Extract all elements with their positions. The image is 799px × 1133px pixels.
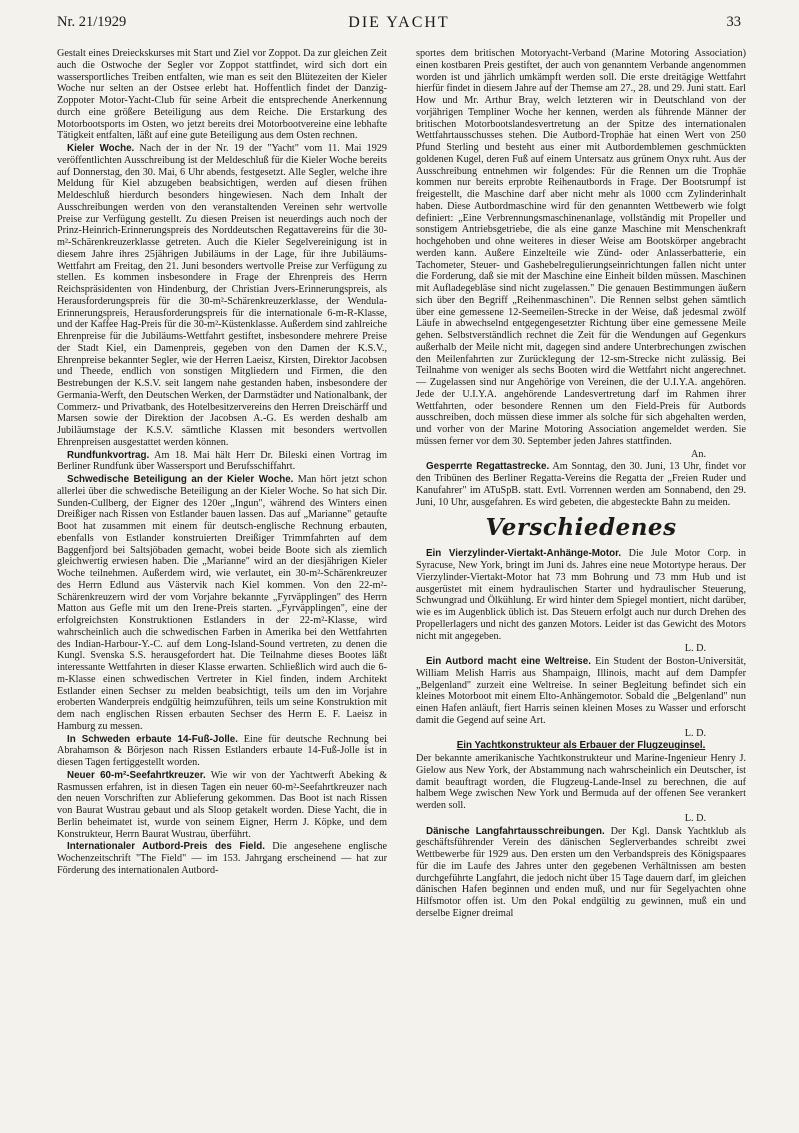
kieler-woche-text: Nach der in der Nr. 19 der "Yacht" vom 11. Mai 1929 veröffentlichten Ausschreibung ist der Meldeschluß für die Kieler Woche bereits auf Donnerstag, den 30. Mai, 6 Uhr abends, festgesetzt. Alle Segler, welche ihre Meldung für Kiel abzugeben beabsichtigen, werden auf diesen frühen Meldeschluß hierdurch besonders hingewiesen. Nach dem Inhalt der Ausschreibungen werden von den veranstaltenden Vereinen sehr wertvolle Preise zur Verfügung gestellt. Zu diesen Preisen ist neuerdings auch noch der Prinz-Heinrich-Erinnerungspreis des Norddeutschen Regattavereins für die 30-m²-Schärenkreuzerklasse getreten. Auch die Kieler Segelvereinigung ist in diesem Jahre ihres 25jährigen Jubiläums in der Lage, für ihre Jubiläums-Wettfahrt am Freitag, den 21. Juni besonders wertvolle Preise zur Verfügung zu stellen. Es kommen insbesondere in Frage der Ehrenpreis des Herrn Reichspräsidenten von Hindenburg, der Christian Jvers-Erinnerungspreis, als Herausforderungspreis für die 30-m²-Schärenkreuzerklasse, der Wendula-Erinnerungspreis, Herausforderungspreis für die internationale 6-m-R-Klasse, und der Kaffee Hag-Preis für die 30-m²-Küstenklasse. Außerdem sind zahlreiche Ehrenpreise für die Jubiläums-Wettfahrt gestiftet, insbesondere mehrere Preise der Stadt Kiel, ein Damenpreis, gegeben von den Damen der K.S.V., Ehrenpreise bekannter Segler, wie der Herren Laeisz, Kirsten, Direktor Jacobsen und Theede, endlich von sonstigen Mitgliedern und Firmen, die den Bestrebungen der K.S.V. seit langem nahe gestanden haben, insbesondere der Germania-Werft, den Deutschen Werken, der Darmstädter und Nationalbank, der Commerz- und Privatbank, des Hotelbesitzervereins den Herren Dreischärff und Marsen sowie der Direktion der Jacobsen A.-G. Es werden deshalb am Jubiläumstage der K.S.V. sämtliche Klassen mit besonders wertvollen Ehrenpreisen ausgestattet werden können.	[57, 143, 387, 448]
right-column	[416, 48, 746, 921]
rundfunk-text: Am 18. Mai hält Herr Dr. Bileski einen Vortrag im Berliner Rundfunk über Wassersport und Berufsschiffahrt.	[57, 449, 387, 473]
yachtkonstrukteur-heading: Ein Yachtkonstrukteur als Erbauer der Flugzeuginsel.	[456, 740, 706, 752]
rundfunk-heading: Rundfunkvortrag.	[67, 449, 150, 461]
motor-heading: Ein Vierzylinder-Viertakt-Anhänge-Motor.	[426, 548, 622, 560]
seefahrtkreuzer-article	[57, 770, 387, 841]
magazine-title: DIE YACHT	[348, 14, 450, 31]
rundfunk-article	[57, 450, 387, 474]
jolle-article	[57, 734, 387, 769]
author-signature: An.	[691, 448, 706, 460]
kieler-woche-heading: Kieler Woche.	[67, 143, 135, 154]
langfahrt-text: Der Kgl. Dansk Yachtklub als geschäftsführender Verein des dänischen Seglerverbandes schreibt zwei Wettbewerbe für 1929 aus. Den ersten um den Verbandspreis des Königspaares für die im Laufe des Jahres unter den gegebenen Verhältnissen am besten durchgeführte Langfahrt, die jedoch nicht über 15 Tage dauern darf, im gleichen dänischen Hafen beginnen und enden muß, und nur für Segelyachten ohne Hilfsmotor offen ist. Um den Pokal endgültig zu gewinnen, muß ein und derselbe Eigner dreimal	[416, 825, 747, 919]
motor-article	[416, 548, 746, 642]
autbord-preis-article	[57, 841, 387, 876]
schwedische-article	[57, 474, 387, 733]
issue-number: Nr. 21/1929	[57, 14, 127, 30]
author-signature: L. D.	[684, 727, 706, 739]
autbord-continuation: sportes dem britischen Motoryacht-Verband (Marine Motoring Association) einen kostbaren Preis gestiftet, der auch von genanntem Verbande angenommen worden ist und jährlich umkämpft werden soll. Die erste dreitägige Wettfahrt hierfür findet in diesem Jahre auf der Themse am 27., 28. und 29. Juni statt. Earl How und Mr. Arthur Bray, welch letzteren wir in Deutschland von der vorjährigen Templiner Woche her kennen, werden als führende Männer der britischen Motorbootslandesvertretung an der Spitze des internationalen Wettfahrtausschusses stehen. Die Autbord-Trophäe hat einen Wert von 250 Pfund Sterling und besteht aus einer mit Autbordemblemen geschmückten goldenen Kugel, deren Fuß auf einem Untersatz aus grünem Onyx ruht. Aus der Ausschreibung entnehmen wir folgendes: Für die Rennen um die Trophäe kommen nur bereits erprobte Reihenautbords in Frage. Der Bootsrumpf ist freigestellt, die Maschine darf aber nicht mehr als 1000 ccm Zylinderinhalt haben. Diese Autbordmaschine wird für den genannten Wettbewerb wie folgt definiert: „Eine Verbrennungsmaschinenanlage, vollständig mit Propeller und sonstigem Antriebsgetriebe, die als eine ganze Maschine mit Menschenkraft hochgehoben und ohne weiteres in dieser Weise am Bootskörper angebracht werden kann. Außere Einzelteile wie Zünd- oder Anlasserbatterie, ein Tachometer, Steuer- und Gashebelregulierungseinrichtungen fallen nicht unter die Forderung, daß sie mit der Maschine eine Einheit bilden müssen. Maschinen mit Aufladegebläse sind nicht zugelassen." Die genauen Bestimmungen äußern sich über den Begriff „Reihenmaschinen". Die Rennen selbst gehen sämtlich über eine gemessene 12-Seemeilen-Strecke in der Weise, daß jedesmal zwölf Läufe in abwechselnd entgegengesetzter Richtung über eine gemessene Meile gehen. Selbstverständlich rechnet die Zeit für die Wendungen auf Gegenkurs außerhalb der Meile nicht mit, dagegen sind andere Unterbrechungen zwischen den Meilenfahrten zur Zurücklegung der 12-sm-Strecke nicht zulässig. Bei Teilnahme von weniger als sechs Booten wird die Wettfahrt nicht angerechnet. — Zugelassen sind nur Angehörige von Vereinen, die der U.I.Y.A. angehören. Jede der U.I.Y.A. angehörende Landesvertretung darf im Rahmen ihrer Wettfahrten, oder besondere Rennen um den Field-Preis für Autbords ausschreiben, doch müssen diese immer als solche für sich abgehalten werden, und vorher von der Marine Motoring Association angemeldet werden. Sie müssen ferner vor dem 30. September jeden Jahres stattfinden.	[416, 48, 746, 447]
schwedische-heading: Schwedische Beteiligung an der Kieler Woche.	[67, 474, 294, 485]
seefahrtkreuzer-text: Wie wir von der Yachtwerft Abeking & Rasmussen erfahren, ist in diesen Tagen ein neuer 60-m²-Seefahrtkreuzer nach den neuen Vorschriften zur Ablieferung gekommen. Das Boot ist nach Rissen von Baurat Wustrau gebaut und als Sloop getakelt worden. Diese Yacht, die in Berlin beheimatet ist, wurde von seinem Eigner, Herrn J. Köpke, und dem Konstrukteur, Herrn Baurat Wustrau, überführt.	[57, 769, 388, 840]
autbord-preis-heading: Internationaler Autbord-Preis des Field.	[67, 841, 265, 853]
langfahrt-article	[416, 826, 746, 920]
author-signature: L. D.	[684, 812, 706, 824]
seefahrtkreuzer-heading: Neuer 60-m²-Seefahrtkreuzer.	[67, 769, 206, 781]
regatta-article	[416, 461, 746, 508]
section-title: Verschiedenes	[485, 514, 677, 542]
zoppot-paragraph: Gestalt eines Dreieckskurses mit Start und Ziel vor Zoppot. Da zur gleichen Zeit auch die Ostwoche der Segler vor Zoppot stattfindet, wird sich dort ein wassersportliches Treiben entfalten, wie man es seit den Blütezeiten der Kieler Woche nur selten an der Ostsee erlebt hat. Hoffentlich findet der Danzig-Zoppoter Motor-Yacht-Club für seine Arbeit die entsprechende Anerkennung durch eine größere Beteiligung aus dem Reiche. Die Erstarkung des Motorbootsports im Osten, wo jetzt bereits drei Motorbootvereine eine lebhafte Tätigkeit entfalten, läßt auf eine gute Beteiligung aus dem Osten rechnen.	[57, 48, 387, 142]
jolle-heading: In Schweden erbaute 14-Fuß-Jolle.	[67, 733, 238, 745]
regatta-heading: Gesperrte Regattastrecke.	[426, 461, 550, 473]
weltreise-heading: Ein Autbord macht eine Weltreise.	[426, 656, 591, 667]
schwedische-text: Man hört jetzt schon allerlei über die schwedische Beteiligung an der Kieler Woche. So hat sich Dir. Sunden-Cullberg, der Eigner des 120er „Ingun", während des Winters einen Dreißiger nach Rissen von Estlander bauen lassen. Das auf „Marianne" getaufte Boot hat zusammen mit einem für deutsch-englische Rechnung erbauten, ebenfalls von Estlander konstruierten Dreißiger Trimmfahrten auf dem Baggenfjord bei Saltsjöbaden gemacht, wobei beide Boote sich als ziemlich gleichwertig erwiesen haben. Die „Marianne" wird an der diesjährigen Kieler Woche teilnehmen. Außerdem wird, wie verlautet, ein 30-m²-Schärenkreuzer des Herrn Edlund aus Västervik nach Kiel kommen. Von den 22-m²-Schärenkreuzern wird der vom Vorjahre bekannte „Fyrväpplingen" des Herrn Matton aus Gefle mit um den Irene-Preis starten. „Fyrväpplingen", eine der erfolgreichsten Konstruktionen Estlanders in der 22-m²-Klasse, wird wahrscheinlich auch die schwedischen Farben in Amerika bei den Wettfahrten des Indian-Harbour-Y.-C. auf dem Long-Island-Sound vertreten, zu denen die Kungl. Svenska S.S. herausgefordert hat. Die Teilnahme dieses Bootes läßt interessante Wettfahrten in dieser Klasse erwarten. Schließlich wird auch die 6-m-Klasse einen schwedischen Vertreter in Kiel finden, indem Architekt Estlander einen Sechser zu melden beabsichtigt, teils um den im Vorjahre eroberten Wanderpreis endgültig heimzuführen, teils um seine Konstruktion mit dem nach englischen Rissen erbauten Sechser des Herrn E. F. Laeisz in Hamburg zu messen.	[57, 474, 387, 732]
left-column	[57, 48, 387, 878]
motor-text: Die Jule Motor Corp. in Syracuse, New York, bringt im Juni ds. Jahres eine neue Motortype heraus. Der Vierzylinder-Viertakt-Motor hat 73 mm Bohrung und 73 mm Hub und ist ausgerüstet mit einem hydraulischen Starter und hydraulischer Steuerung, Schwungrad und Ölkühlung. Er wird hinter dem Spiegel montiert, nicht darüber, wie es im Augenblick üblich ist. Das Steuern erfolgt auch nur durch Drehen des Propellerlagers und nicht des ganzen Motors. Leider ist das Gewicht des Motors nicht mit angegeben.	[416, 548, 747, 642]
regatta-text: Am Sonntag, den 30. Juni, 13 Uhr, findet vor den Tribünen des Berliner Regatta-Vereins die Regatta der „Freien Ruder und Kanufahrer" im ATuSpB. statt. Evtl. Vorrennen werden am Sonnabend, den 29. Juni, 10 Uhr, ausgefahren. Es wird gebeten, die abgesteckte Bahn zu meiden.	[416, 461, 746, 508]
author-signature: L. D.	[684, 643, 706, 655]
jolle-text: Eine für deutsche Rechnung bei Abrahamson & Börjeson nach Rissen Estlanders erbaute 14-Fuß-Jolle ist in diesen Tagen fertiggestellt worden.	[57, 733, 387, 768]
yachtkonstrukteur-text: Der bekannte amerikanische Yachtkonstrukteur und Marine-Ingenieur Henry J. Gielow aus New York, der Abstammung nach wahrscheinlich ein Deutscher, ist damit beauftragt worden, die Flugzeug-Lande-Insel zu berechnen, die auf halbem Wege zwischen New York und Bermuda auf der offenen See verankert werden soll.	[416, 753, 746, 811]
langfahrt-heading: Dänische Langfahrtausschreibungen.	[426, 825, 605, 837]
weltreise-article	[416, 656, 746, 727]
kieler-woche-article	[57, 143, 387, 449]
page-header	[57, 14, 741, 36]
weltreise-text: Ein Student der Boston-Universität, William Melish Harris aus Shampaign, Illinois, macht auf dem Dampfer „Belgenland" zurzeit eine Weltreise. In seiner Begleitung befindet sich ein kleines Motorboot mit einem Elto-Anhängemotor. Sobald die „Belgenland" nun einen Hafen anläuft, fiert Harris seinen kleinen Moses zu Wasser und erforscht damit die Gegend auf seine Art.	[416, 656, 746, 726]
page-number: 33	[726, 14, 741, 30]
autbord-preis-text: Die angesehene englische Wochenzeitschrift "The Field" — im 153. Jahrgang erscheinend — hat zur Förderung des internationalen Autbord-	[57, 841, 387, 876]
